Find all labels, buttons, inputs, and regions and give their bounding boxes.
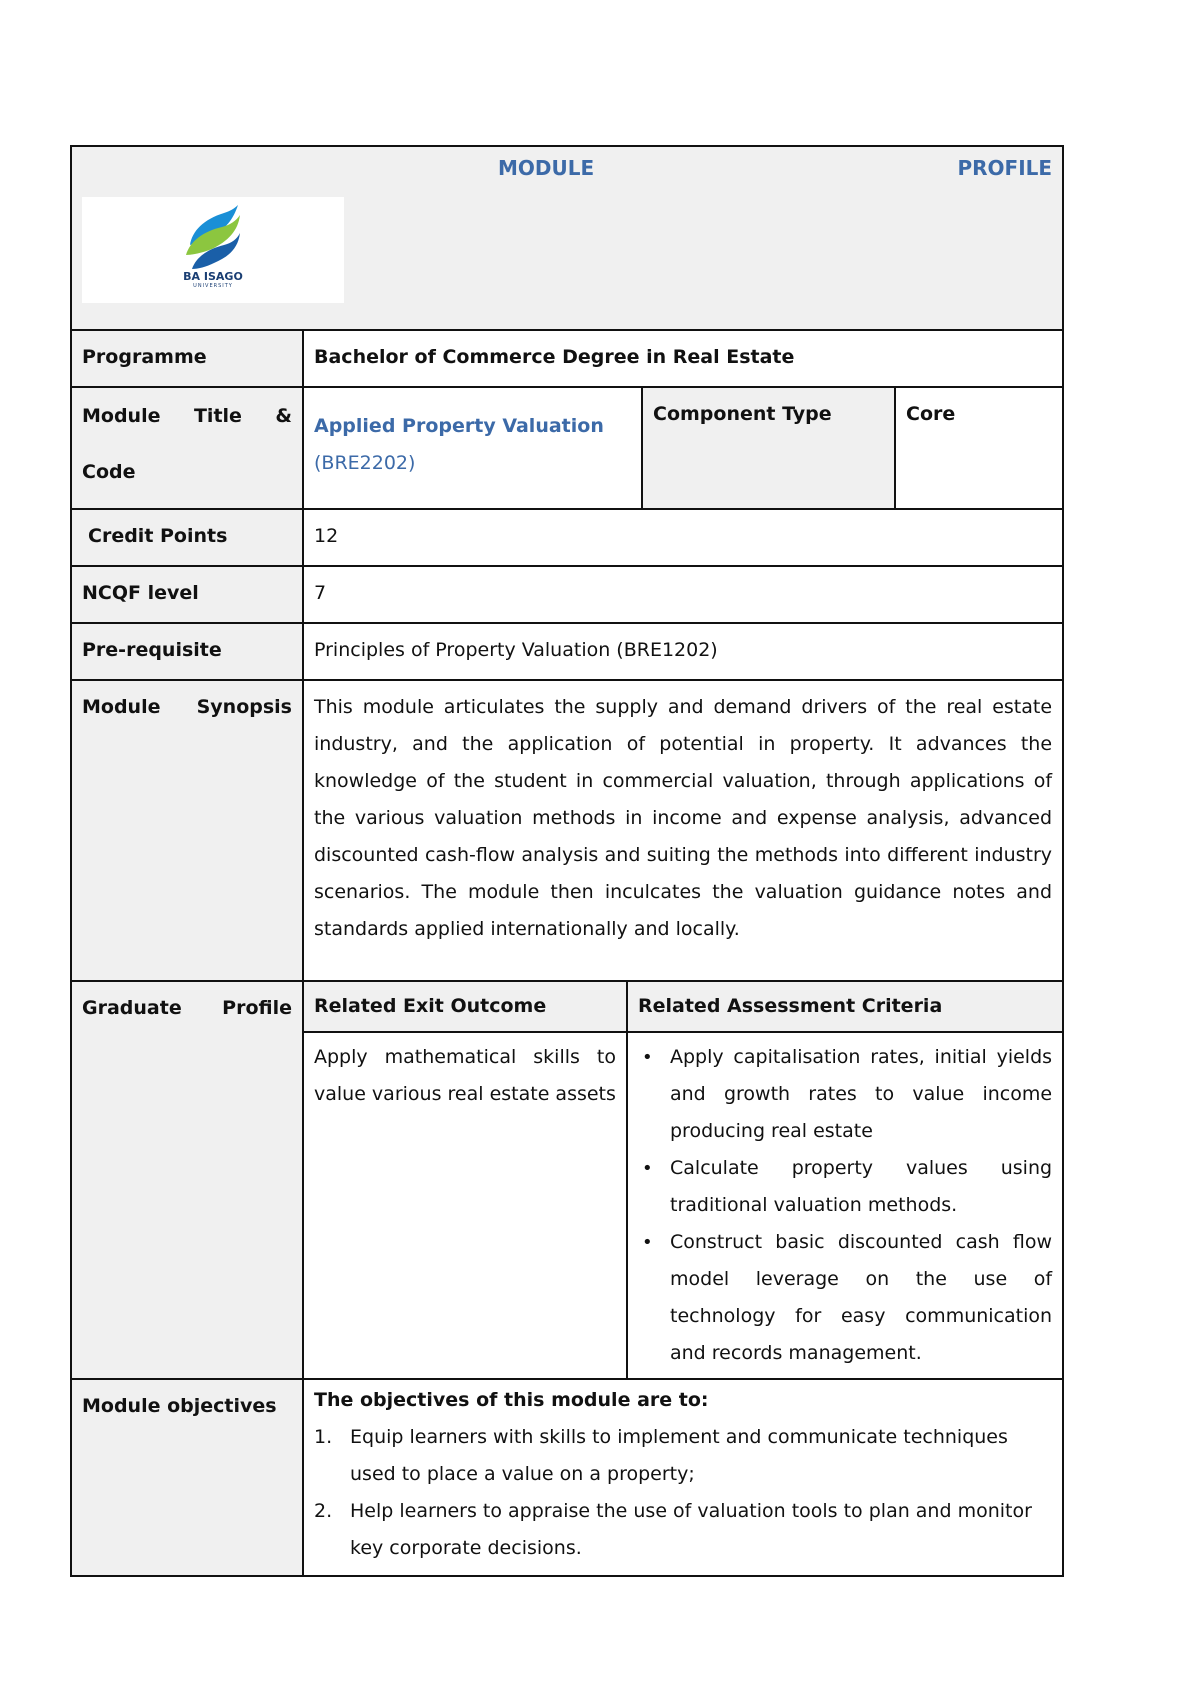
- title-right: PROFILE: [957, 156, 1053, 180]
- logo-emblem-icon: [82, 197, 344, 277]
- component-type-value: Core: [895, 387, 1063, 509]
- profile-header: [71, 146, 1063, 330]
- module-title-value: Applied Property Valuation (BRE2202): [303, 387, 642, 509]
- prerequisite-label: Pre-requisite: [71, 623, 303, 680]
- ncqf-value: 7: [303, 566, 1063, 623]
- synopsis-label: Module Synopsis: [71, 680, 303, 981]
- list-item: • Construct basic discounted cash flow model leverage on the use of technology for easy communication and records management.: [670, 1224, 1052, 1372]
- objectives-label: Module objectives: [71, 1379, 303, 1576]
- graduate-profile-cell: [303, 981, 1063, 1379]
- university-logo: [82, 197, 344, 303]
- credit-points-label: Credit Points: [71, 509, 303, 566]
- exit-outcome-header: Related Exit Outcome: [304, 982, 627, 1032]
- prerequisite-value: Principles of Property Valuation (BRE1202): [303, 623, 1063, 680]
- programme-value: Bachelor of Commerce Degree in Real Estate: [303, 330, 1063, 387]
- list-item: • Apply capitalisation rates, initial yields and growth rates to value income producing real estate: [670, 1039, 1052, 1150]
- objectives-content: [303, 1379, 1063, 1576]
- module-profile-table: [70, 145, 1064, 1577]
- logo-sub: UNIVERSITY: [193, 283, 233, 289]
- list-item: 1. Equip learners with skills to implement and communicate techniques used to place a value on a property;: [314, 1426, 1008, 1485]
- list-item: • Calculate property values using traditional valuation methods.: [670, 1150, 1052, 1224]
- ncqf-label: NCQF level: [71, 566, 303, 623]
- synopsis-text: This module articulates the supply and demand drivers of the real estate industry, and the application of potential in property. It advances the knowledge of the student in commercial valuation, through applications of the various valuation methods in income and expense analysis, advanced discounted cash-flow analysis and suiting the methods into different industry scenarios. The module then inculcates the valuation guidance notes and standards applied internationally and locally.: [303, 680, 1063, 981]
- list-item: 2. Help learners to appraise the use of valuation tools to plan and monitor key corporate decisions.: [314, 1500, 1032, 1559]
- title-left: MODULE: [498, 156, 595, 180]
- exit-outcome-text: Apply mathematical skills to value various real estate assets: [304, 1032, 627, 1378]
- logo-name: BA ISAGO: [183, 270, 243, 283]
- graduate-profile-label: Graduate Profile: [71, 981, 303, 1379]
- assessment-criteria-header: Related Assessment Criteria: [627, 982, 1062, 1032]
- assessment-criteria-list: [627, 1032, 1062, 1378]
- graduate-profile-table: [304, 982, 1062, 1378]
- objectives-intro: The objectives of this module are to:: [314, 1389, 709, 1411]
- page-title: [72, 147, 1062, 183]
- module-title-label: Module Title & Code: [71, 387, 303, 509]
- component-type-label: Component Type: [642, 387, 895, 509]
- credit-points-value: 12: [303, 509, 1063, 566]
- programme-label: Programme: [71, 330, 303, 387]
